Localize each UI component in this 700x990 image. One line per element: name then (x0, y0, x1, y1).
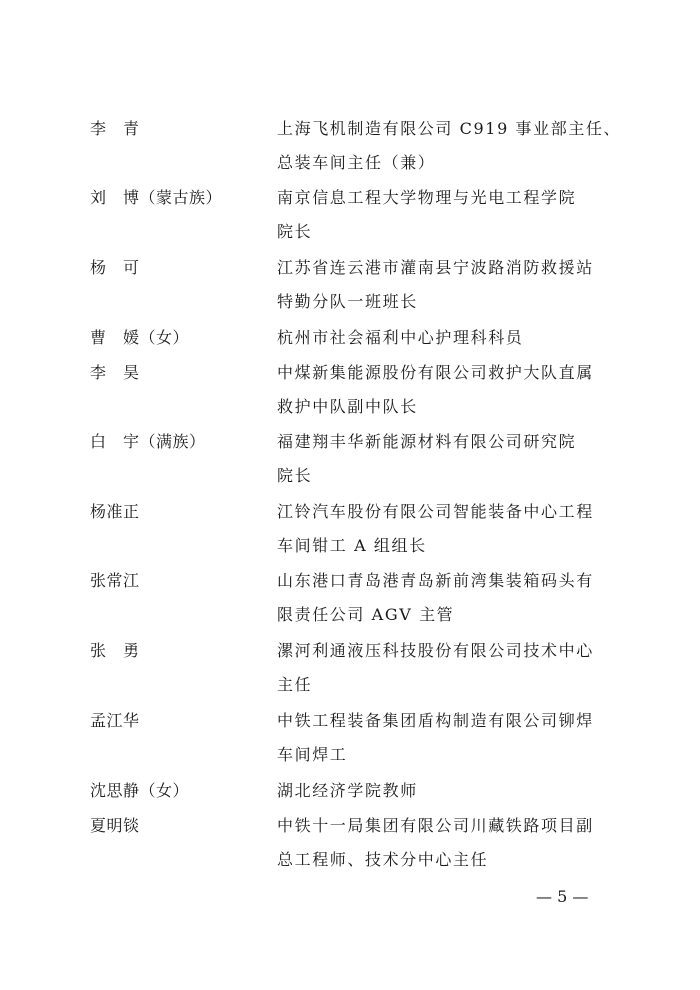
job-title-line: 中煤新集能源股份有限公司救护大队直属 (277, 363, 594, 382)
job-title-line: 湖北经济学院教师 (277, 781, 418, 800)
job-title-line: 中铁工程装备集团盾构制造有限公司铆焊 (277, 711, 594, 730)
job-title-line: 院长 (277, 222, 313, 241)
job-title-line: 车间焊工 (277, 745, 348, 764)
job-title-line: 车间钳工 A 组组长 (277, 536, 427, 555)
job-title-line: 院长 (277, 466, 313, 485)
job-title-line: 杭州市社会福利中心护理科科员 (277, 328, 524, 347)
person-name: 杨准正 (90, 502, 140, 521)
person-name: 孟江华 (90, 711, 140, 730)
job-title-line: 福建翔丰华新能源材料有限公司研究院 (277, 432, 577, 451)
job-title-line: 山东港口青岛港青岛新前湾集装箱码头有 (277, 571, 594, 590)
person-name: 白 宇（满族） (90, 432, 206, 451)
job-title-line: 江苏省连云港市灌南县宁波路消防救援站 (277, 258, 594, 277)
job-title-line: 总装车间主任（兼） (277, 153, 436, 172)
job-title-line: 总工程师、技术分中心主任 (277, 850, 489, 869)
job-title-line: 漯河利通液压科技股份有限公司技术中心 (277, 641, 594, 660)
job-title-line: 限责任公司 AGV 主管 (277, 605, 455, 624)
person-name: 夏明锬 (90, 816, 140, 835)
person-name: 李 青 (90, 119, 140, 138)
job-title-line: 主任 (277, 675, 313, 694)
job-title-line: 江铃汽车股份有限公司智能装备中心工程 (277, 502, 594, 521)
person-name: 刘 博（蒙古族） (90, 188, 223, 207)
person-name: 张常江 (90, 571, 140, 590)
person-name: 张 勇 (90, 641, 140, 660)
person-name: 沈思静（女） (90, 781, 190, 800)
job-title-line: 中铁十一局集团有限公司川藏铁路项目副 (277, 816, 594, 835)
person-name: 杨 可 (90, 258, 140, 277)
job-title-line: 救护中队副中队长 (277, 397, 418, 416)
job-title-line: 南京信息工程大学物理与光电工程学院 (277, 188, 577, 207)
job-title-line: 特勤分队一班班长 (277, 292, 418, 311)
person-name: 曹 媛（女） (90, 328, 190, 347)
page-number: — 5 — (536, 887, 589, 906)
job-title-line: 上海飞机制造有限公司 C919 事业部主任、 (277, 119, 622, 138)
person-name: 李 昊 (90, 363, 140, 382)
